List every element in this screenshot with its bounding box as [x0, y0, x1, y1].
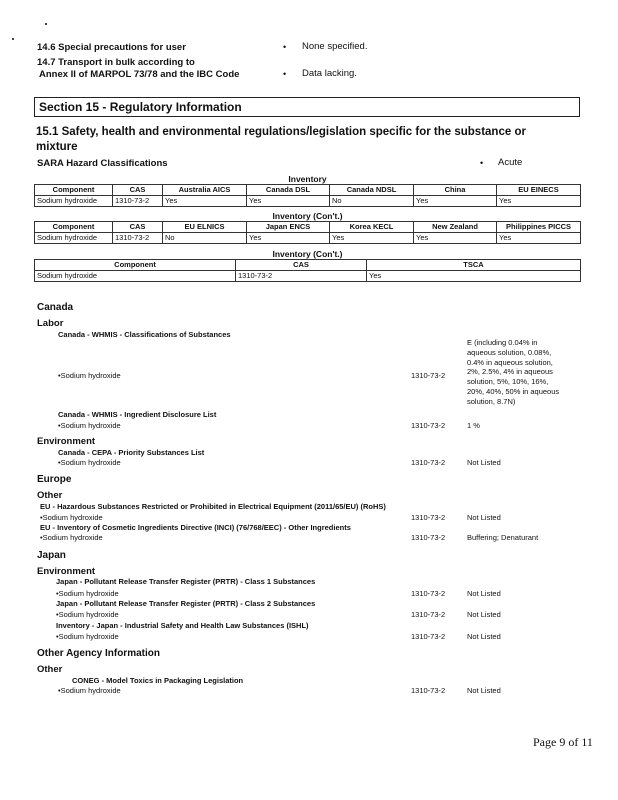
s147-label-line1: 14.7 Transport in bulk according to [37, 57, 195, 68]
prtr-class2-title: Japan - Pollutant Release Transfer Register (PRTR) - Class 2 Substances [56, 599, 316, 608]
column-header: CAS [113, 222, 163, 233]
list-item: •Sodium hydroxide [56, 632, 119, 641]
other-agency-heading: Other Agency Information [37, 648, 160, 659]
value-line: solution, 5%, 10%, 16%, [467, 377, 549, 387]
table-row [35, 196, 581, 207]
labor-heading: Labor [37, 318, 64, 329]
list-value: Not Listed [467, 610, 501, 619]
list-item: •Sodium hydroxide [56, 610, 119, 619]
whmis-classifications-title: Canada - WHMIS - Classifications of Substances [58, 330, 231, 339]
scan-mark [12, 38, 14, 40]
column-header: Korea KECL [330, 222, 414, 233]
column-header: Philippines PICCS [497, 222, 581, 233]
column-header: TSCA [367, 260, 581, 271]
coneg-title: CONEG - Model Toxics in Packaging Legislation [72, 676, 244, 685]
inventory-table-1 [34, 173, 581, 207]
table-cell: Yes [414, 196, 497, 207]
cosmetic-ingredients-title: EU - Inventory of Cosmetic Ingredients Directive (INCI) (76/768/EEC) - Other Ingredients [40, 523, 351, 532]
sara-value: Acute [498, 157, 523, 168]
column-header: CAS [236, 260, 367, 271]
column-header: Canada DSL [247, 185, 330, 196]
column-header: EU ELNICS [163, 222, 247, 233]
table-cell: Yes [247, 196, 330, 207]
list-item: •Sodium hydroxide [58, 458, 121, 467]
whmis-classification-value [467, 338, 559, 407]
other-heading: Other [37, 490, 63, 501]
environment-heading: Environment [37, 566, 96, 577]
column-header: New Zealand [414, 222, 497, 233]
bullet: • [480, 158, 484, 168]
column-header: Japan ENCS [247, 222, 330, 233]
s147-value: Data lacking. [302, 68, 357, 79]
other-heading: Other [37, 664, 63, 675]
list-item: •Sodium hydroxide [56, 589, 119, 598]
list-item: •Sodium hydroxide [40, 513, 103, 522]
list-item: •Sodium hydroxide [58, 686, 121, 695]
value-line: 0.4% in aqueous solution, [467, 357, 553, 367]
scan-mark [45, 23, 47, 25]
cas-number: 1310-73-2 [411, 610, 446, 619]
cas-number: 1310-73-2 [411, 533, 446, 542]
list-item: •Sodium hydroxide [40, 533, 103, 542]
section-15-1-title: 15.1 Safety, health and environmental regulations/legislation specific for the substance or [36, 126, 526, 138]
column-header: Australia AICS [163, 185, 247, 196]
page-number: Page 9 of 11 [533, 735, 593, 749]
environment-heading: Environment [37, 436, 96, 447]
cas-number: 1310-73-2 [411, 421, 446, 430]
prtr-class1-title: Japan - Pollutant Release Transfer Register (PRTR) - Class 1 Substances [56, 577, 316, 586]
inventory-table-2 [34, 210, 581, 244]
value-line: 2%, 2.5%, 4% in aqueous [467, 367, 553, 377]
table-row [35, 233, 581, 244]
table-cell: Yes [367, 271, 581, 282]
section-15-1-title-cont: mixture [36, 141, 78, 153]
table-row [35, 271, 581, 282]
bullet: • [283, 42, 287, 52]
list-value: Not Listed [467, 458, 501, 467]
europe-heading: Europe [37, 474, 72, 485]
table-title: Inventory (Con't.) [272, 210, 343, 221]
table-cell: Yes [163, 196, 247, 207]
canada-heading: Canada [37, 302, 74, 313]
list-value: Buffering; Denaturant [467, 533, 539, 542]
s147-label-line2: Annex II of MARPOL 73/78 and the IBC Code [39, 69, 240, 80]
list-value: Not Listed [467, 513, 501, 522]
s146-value: None specified. [302, 41, 368, 52]
sara-label: SARA Hazard Classifications [37, 158, 168, 169]
cas-number: 1310-73-2 [411, 632, 446, 641]
table-cell: 1310-73-2 [113, 233, 163, 244]
bullet: • [283, 69, 287, 79]
ishl-title: Inventory - Japan - Industrial Safety and Health Law Substances (ISHL) [56, 621, 309, 630]
value-line: 20%, 40%, 50% in aqueous [467, 386, 560, 396]
table-cell: Sodium hydroxide [35, 233, 113, 244]
table-title: Inventory (Con't.) [272, 248, 343, 259]
list-value: 1 % [467, 421, 480, 430]
list-item: •Sodium hydroxide [58, 371, 121, 380]
list-value: Not Listed [467, 686, 501, 695]
table-cell: Yes [247, 233, 330, 244]
table-cell: 1310-73-2 [236, 271, 367, 282]
japan-heading: Japan [37, 550, 66, 561]
list-item: •Sodium hydroxide [58, 421, 121, 430]
table-cell: Yes [330, 233, 414, 244]
table-cell: Yes [497, 196, 581, 207]
value-line: aqueous solution, 0.08%, [467, 347, 552, 357]
cas-number: 1310-73-2 [411, 686, 446, 695]
cepa-title: Canada - CEPA - Priority Substances List [58, 448, 205, 457]
cas-number: 1310-73-2 [411, 371, 446, 380]
table-cell: 1310-73-2 [113, 196, 163, 207]
section-15-title: Section 15 - Regulatory Information [39, 100, 242, 114]
table-title: Inventory [288, 173, 327, 184]
column-header: Component [35, 222, 113, 233]
whmis-disclosure-title: Canada - WHMIS - Ingredient Disclosure List [58, 410, 217, 419]
list-value: Not Listed [467, 589, 501, 598]
table-cell: Sodium hydroxide [35, 196, 113, 207]
column-header: EU EINECS [497, 185, 581, 196]
table-cell: Yes [497, 233, 581, 244]
column-header: Component [35, 185, 113, 196]
section-15-header [34, 97, 580, 117]
table-cell: No [330, 196, 414, 207]
value-line: E (including 0.04% in [467, 338, 538, 347]
rohs-title: EU - Hazardous Substances Restricted or Prohibited in Electrical Equipment (2011/65/EU) (RoHS) [40, 502, 386, 511]
inventory-table-3 [34, 248, 581, 282]
list-value: Not Listed [467, 632, 501, 641]
cas-number: 1310-73-2 [411, 458, 446, 467]
value-line: solution, 8.7N) [467, 396, 516, 406]
table-cell: Sodium hydroxide [35, 271, 236, 282]
column-header: China [414, 185, 497, 196]
table-cell: Yes [414, 233, 497, 244]
s146-label: 14.6 Special precautions for user [37, 42, 186, 53]
cas-number: 1310-73-2 [411, 589, 446, 598]
cas-number: 1310-73-2 [411, 513, 446, 522]
table-cell: No [163, 233, 247, 244]
column-header: Canada NDSL [330, 185, 414, 196]
column-header: Component [35, 260, 236, 271]
column-header: CAS [113, 185, 163, 196]
